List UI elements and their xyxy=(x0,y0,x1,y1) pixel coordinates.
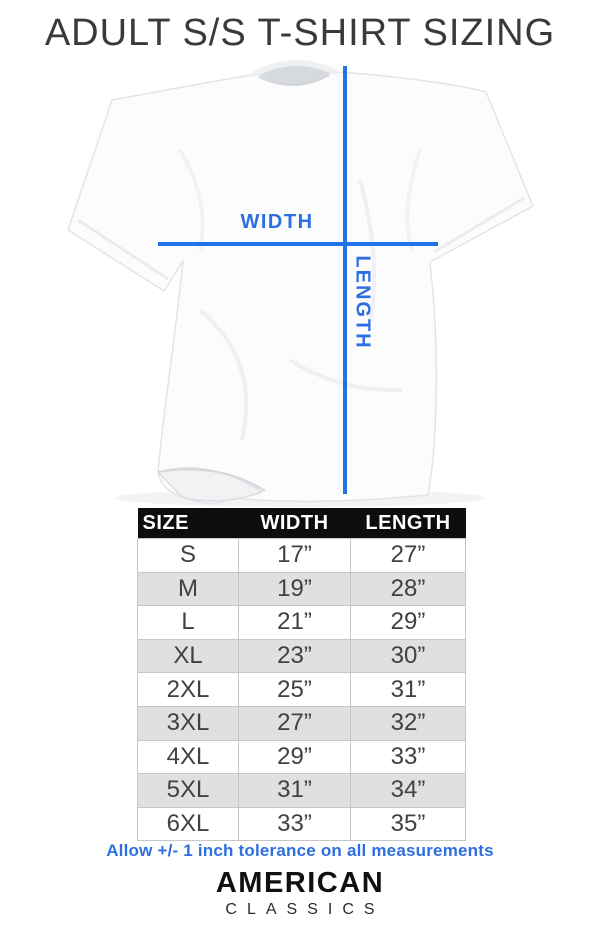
cell-width: 21” xyxy=(239,606,351,640)
cell-length: 35” xyxy=(351,807,466,841)
table-row xyxy=(138,740,466,774)
header-length: LENGTH xyxy=(351,508,466,539)
cell-width: 29” xyxy=(239,740,351,774)
cell-length: 28” xyxy=(351,572,466,606)
cell-width: 17” xyxy=(239,539,351,573)
tolerance-note: Allow +/- 1 inch tolerance on all measurements xyxy=(106,841,494,860)
length-label: LENGTH xyxy=(351,255,374,350)
cell-size: 3XL xyxy=(138,706,239,740)
cell-width: 27” xyxy=(239,706,351,740)
table-row xyxy=(138,572,466,606)
cell-size: 5XL xyxy=(138,774,239,808)
table-row xyxy=(138,639,466,673)
table-row xyxy=(138,606,466,640)
width-label: WIDTH xyxy=(240,211,314,233)
cell-size: 6XL xyxy=(138,807,239,841)
cell-size: L xyxy=(138,606,239,640)
cell-size: M xyxy=(138,572,239,606)
size-table-header xyxy=(138,508,466,539)
cell-width: 19” xyxy=(239,572,351,606)
cell-width: 23” xyxy=(239,639,351,673)
brand-logo xyxy=(0,869,600,918)
cell-length: 33” xyxy=(351,740,466,774)
table-row xyxy=(138,673,466,707)
cell-size: S xyxy=(138,539,239,573)
cell-length: 31” xyxy=(351,673,466,707)
tshirt-image xyxy=(60,60,540,510)
header-size: SIZE xyxy=(138,508,239,539)
table-row xyxy=(138,706,466,740)
cell-length: 32” xyxy=(351,706,466,740)
cell-length: 27” xyxy=(351,539,466,573)
cell-length: 34” xyxy=(351,774,466,808)
header-width: WIDTH xyxy=(239,508,351,539)
cell-size: XL xyxy=(138,639,239,673)
cell-size: 4XL xyxy=(138,740,239,774)
size-table xyxy=(137,508,466,841)
cell-size: 2XL xyxy=(138,673,239,707)
table-row xyxy=(138,807,466,841)
cell-width: 25” xyxy=(239,673,351,707)
table-row xyxy=(138,539,466,573)
brand-subname: CLASSICS xyxy=(225,901,385,918)
cell-length: 29” xyxy=(351,606,466,640)
cell-length: 30” xyxy=(351,639,466,673)
cell-width: 33” xyxy=(239,807,351,841)
page-title: ADULT S/S T-SHIRT SIZING xyxy=(44,12,556,54)
brand-name: AMERICAN xyxy=(215,867,385,899)
tshirt-diagram xyxy=(60,60,540,510)
table-row xyxy=(138,774,466,808)
cell-width: 31” xyxy=(239,774,351,808)
